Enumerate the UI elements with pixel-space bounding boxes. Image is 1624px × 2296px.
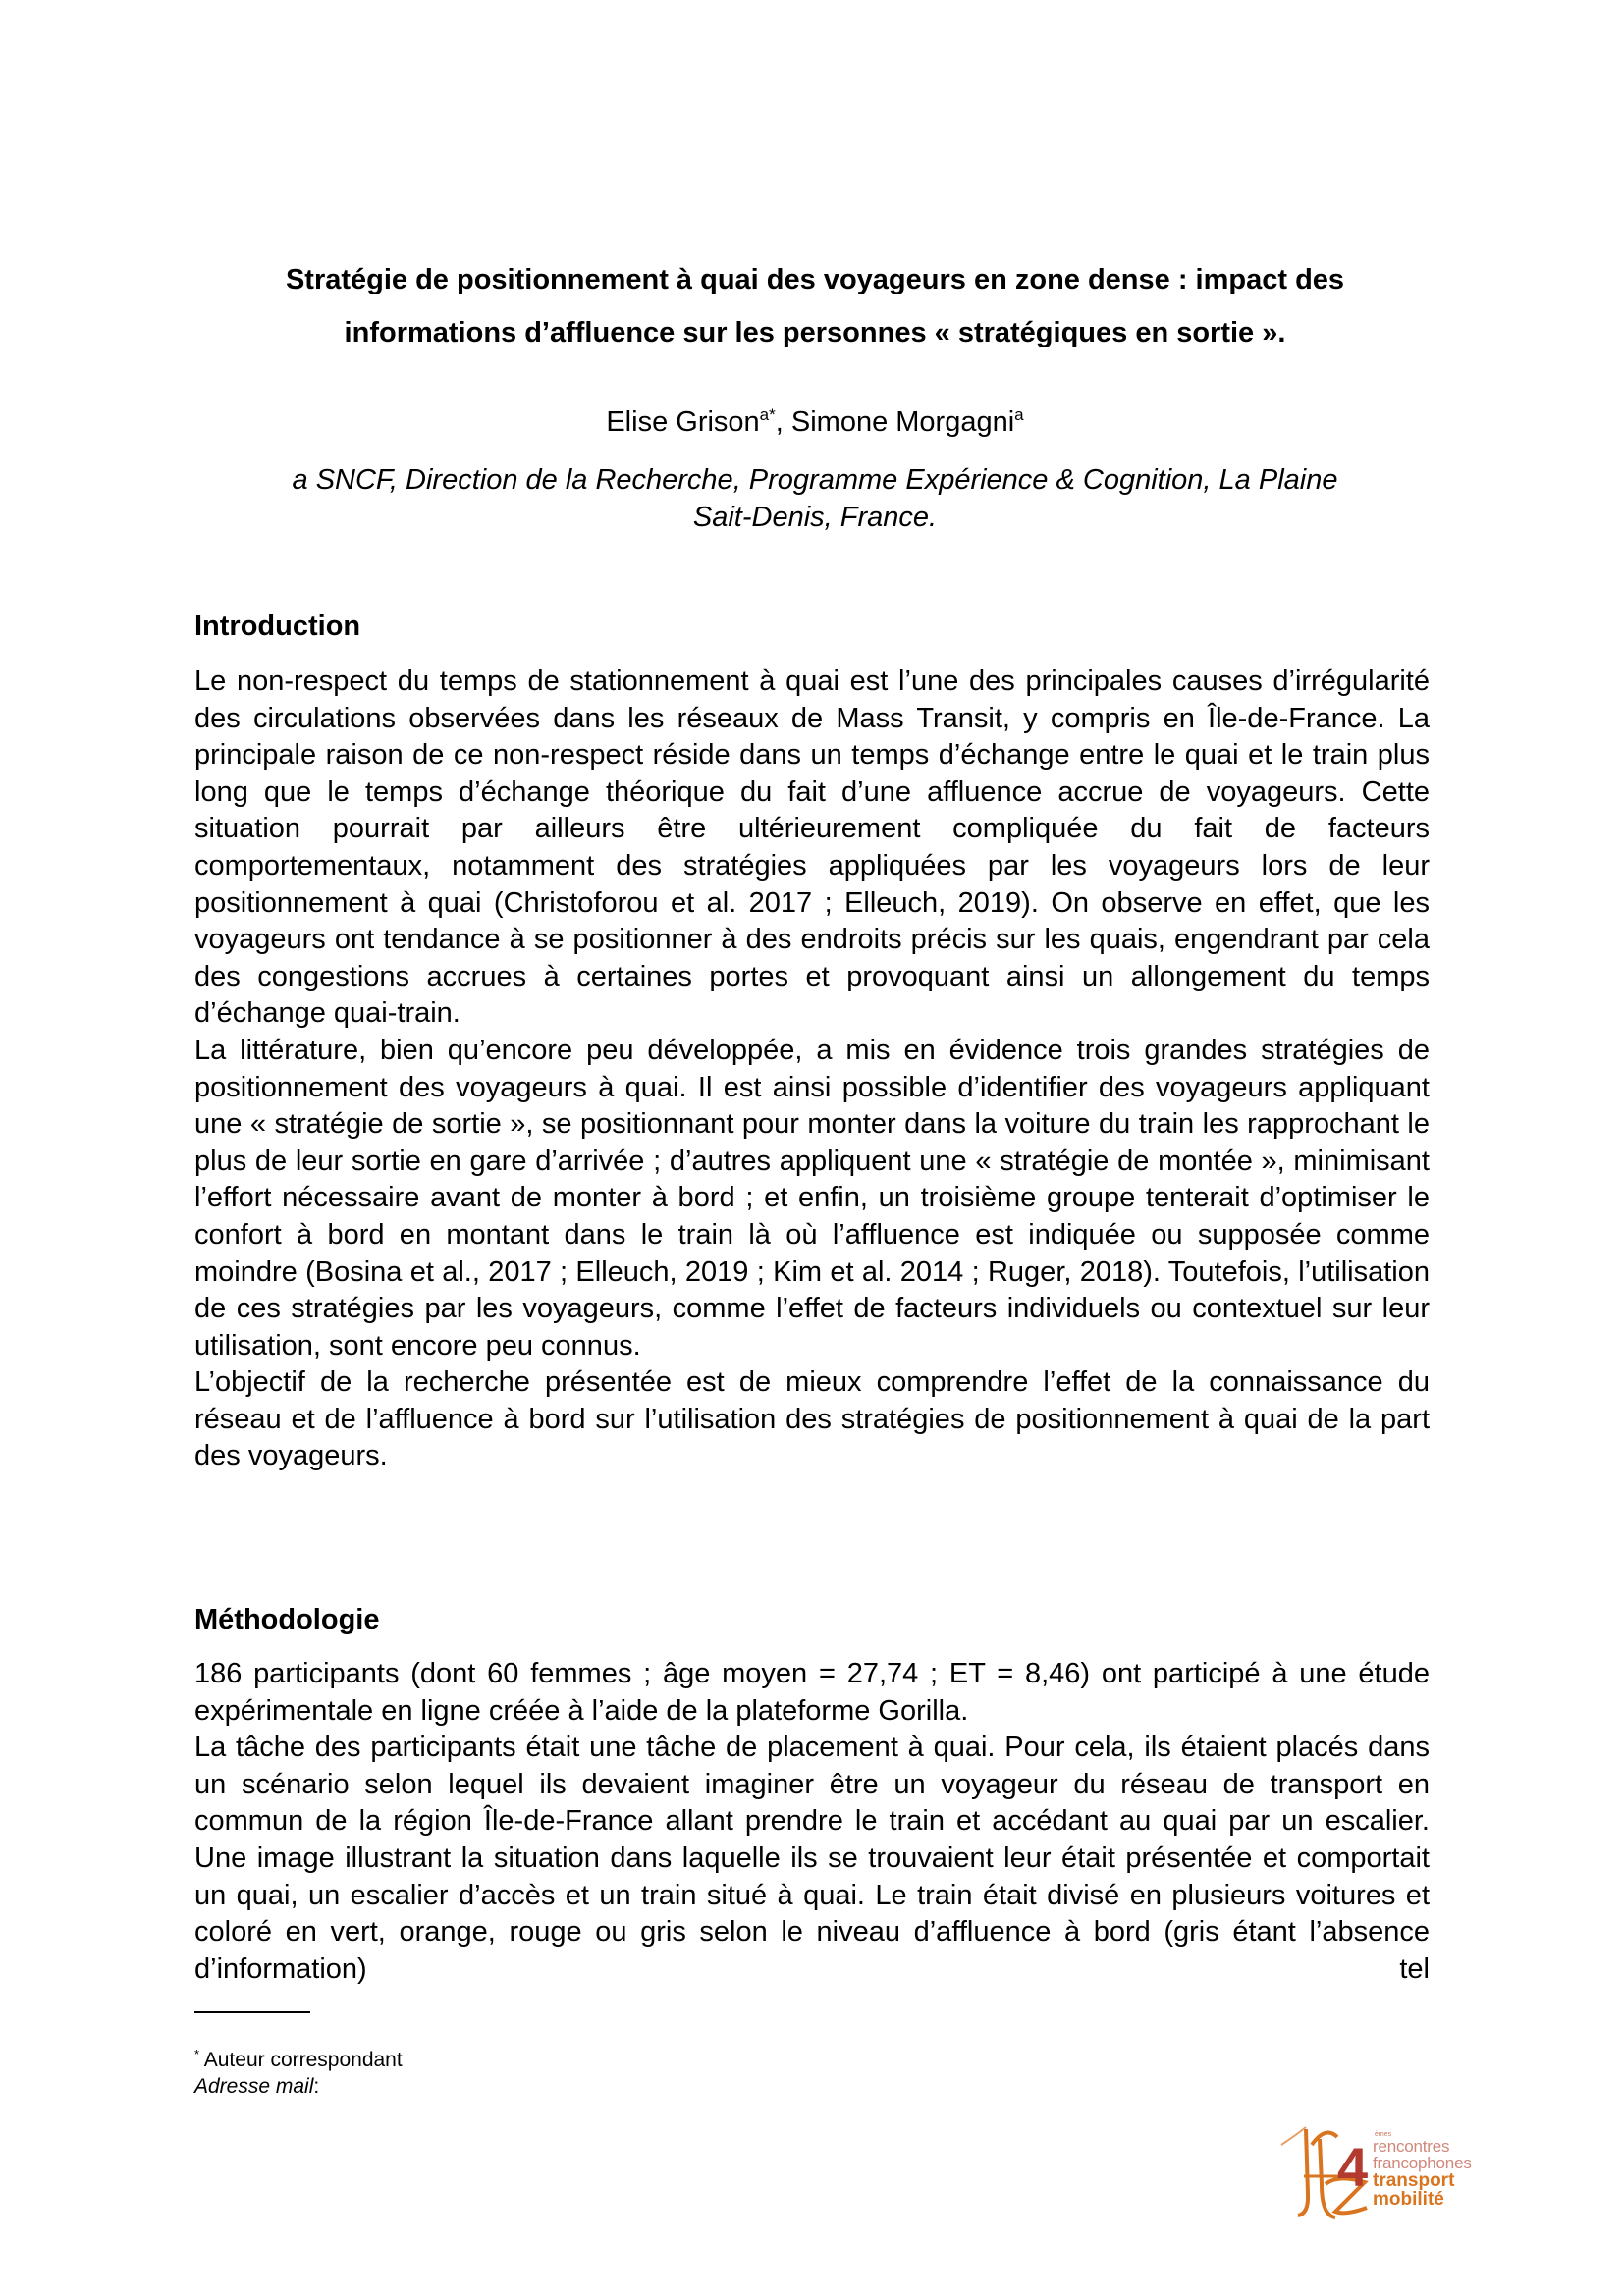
logo-ordinal: èmes: [1375, 2131, 1392, 2138]
author-separator: ,: [775, 406, 791, 438]
footnotes: [194, 2047, 403, 2100]
section-heading-methodologie: Méthodologie: [194, 1604, 380, 1635]
paragraph: L’objectif de la recherche présentée est de mieux comprendre l’effet de la connaissance du réseau et de l’affluence à bord sur l’utilisation des stratégies de positionnement à quai de la part des voyageurs.: [194, 1366, 1430, 1472]
introduction-body: [194, 664, 1430, 1475]
conference-logo: [1276, 2125, 1512, 2223]
logo-wordmark: [1373, 2131, 1472, 2209]
paragraph: La tâche des participants était une tâche de placement à quai. Pour cela, ils étaient placés dans un scénario selon lequel ils devaient imaginer être un voyageur du réseau de transport en commun de la région Île-de-France allant prendre le train et accédant au quai par un escalier. Une image illustrant la situation dans laquelle ils se trouvaient leur était présentée et comportait un quai, un escalier d’accès et un train situé à quai. Le train était divisé en plusieurs voitures et coloré en vert, orange, rouge ou gris selon le niveau d’affluence à bord (gris étant l’absence d’information) tel: [194, 1732, 1430, 1985]
footnote-email: Adresse mail:: [194, 2075, 320, 2098]
svg-text:4: 4: [1337, 2136, 1369, 2198]
paper-title: [177, 253, 1453, 359]
logo-line-francophones: francophones: [1373, 2154, 1472, 2172]
rfftm-monogram-icon: [1276, 2125, 1384, 2223]
footnote-corresponding-author: * Auteur correspondant: [194, 2047, 403, 2071]
footnote-marker: *: [194, 2047, 200, 2061]
author-name: Elise Grison: [606, 406, 760, 438]
affiliation-line-2: Sait-Denis, France.: [692, 502, 938, 533]
logo-line-mobilite: mobilité: [1373, 2189, 1444, 2210]
logo-line-transport: transport: [1373, 2170, 1455, 2191]
paragraph: La littérature, bien qu’encore peu développée, a mis en évidence trois grandes stratégies de positionnement des voyageurs à quai. Il est ainsi possible d’identifier des voyageurs appliquant une « stratégie de sortie », se positionnant pour monter dans la voiture du train les rapprochant le plus de leur sortie en gare d’arrivée ; d’autres appliquent une « stratégie de montée », minimisant l’effort nécessaire avant de monter à bord ; et enfin, un troisième groupe tenterait d’optimiser le confort à bord en montant dans le train là où l’affluence est indiquée ou supposée comme moindre (Bosina et al., 2017 ; Elleuch, 2019 ; Kim et al. 2014 ; Ruger, 2018). Toutefois, l’utilisation de ces stratégies par les voyageurs, comme l’effet de facteurs individuels ou contextuel sur leur utilisation, sont encore peu connus.: [194, 1034, 1430, 1362]
methodologie-body: [194, 1656, 1430, 1988]
author-list: [196, 402, 1434, 442]
paragraph: 186 participants (dont 60 femmes ; âge moyen = 27,74 ; ET = 8,46) ont participé à une étude expérimentale en ligne créée à l’aide de la plateforme Gorilla.: [194, 1658, 1430, 1727]
author-name: Simone Morgagni: [790, 406, 1015, 438]
paragraph: Le non-respect du temps de stationnement à quai est l’une des principales causes d’irrégularité des circulations observées dans les réseaux de Mass Transit, y compris en Île-de-France. La principale raison de ce non-respect réside dans un temps d’échange entre le quai et le train plus long que le temps d’échange théorique du fait d’une affluence accrue de voyageurs. Cette situation pourrait par ailleurs être ultérieurement compliquée du fait de facteurs comportementaux, notamment des stratégies appliquées par les voyageurs lors de leur positionnement à quai (Christoforou et al. 2017 ; Elleuch, 2019). On observe en effet, que les voyageurs ont tendance à se positionner à des endroits précis sur les quais, engendrant par cela des congestions accrues à certaines portes et provoquant ainsi un allongement du temps d’échange quai-train.: [194, 666, 1430, 1030]
affiliation-line-1: a SNCF, Direction de la Recherche, Programme Expérience & Cognition, La Plaine: [292, 464, 1338, 496]
title-line-2: informations d’affluence sur les personnes « stratégiques en sortie ».: [344, 317, 1286, 348]
title-line-1: Stratégie de positionnement à quai des voyageurs en zone dense : impact des: [285, 264, 1345, 295]
logo-line-rencontres: rencontres: [1373, 2137, 1450, 2156]
author-affiliation-mark: a: [1014, 405, 1024, 424]
affiliation: [196, 461, 1434, 536]
email-label: Adresse mail: [194, 2075, 314, 2098]
footnote-separator: [194, 2011, 310, 2013]
author-affiliation-mark: a*: [759, 405, 776, 424]
section-heading-introduction: Introduction: [194, 611, 361, 642]
